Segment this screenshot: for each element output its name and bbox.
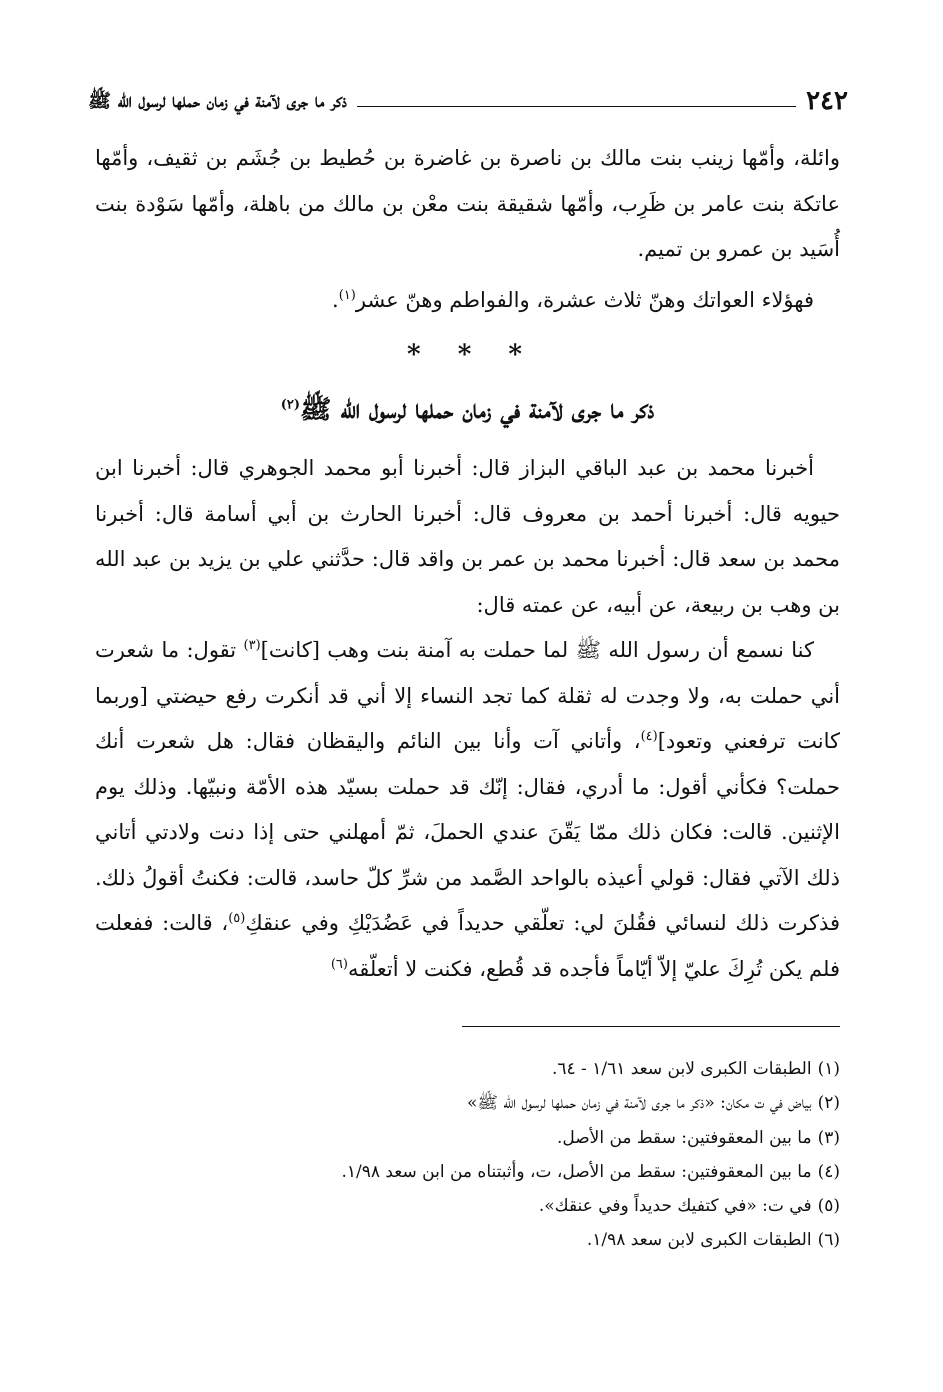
page-number: ٢٤٢ xyxy=(806,86,848,116)
footnote-number: (٥) xyxy=(817,1196,840,1217)
footnote-divider xyxy=(462,1026,840,1027)
footnote-ref-6: (٦) xyxy=(330,956,348,972)
section-title-text: ذكر ما جرى لآمنة في زمان حملها لرسول الله ﷺ xyxy=(300,395,655,425)
paragraph-isnad xyxy=(95,446,840,628)
running-title: ذكر ما جرى لآمنة في زمان حملها لرسول الله ﷺ xyxy=(88,90,347,112)
footnotes xyxy=(95,1052,840,1258)
paragraph-isnad-text: أخبرنا محمد بن عبد الباقي البزاز قال: أخبرنا أبو محمد الجوهري قال: أخبرنا ابن حيويه قال: أخبرنا أحمد بن معروف قال: أخبرنا الحارث بن أبي أسامة قال: أخبرنا محمد بن سعد قال: أخبرنا محمد بن عمر بن واقد قال: حدَّثني علي بن يزيد بن عبد الله بن وهب بن ربيعة، عن أبيه، عن عمته قال: xyxy=(95,456,840,617)
footnote-ref-5: (٥) xyxy=(228,911,246,926)
paragraph-summary-end: . xyxy=(332,288,339,312)
footnote-number: (٤) xyxy=(817,1161,840,1182)
paragraph-lineage xyxy=(95,136,840,273)
paragraph-lineage-text: وائلة، وأمّها زينب بنت مالك بن ناصرة بن غاضرة بن حُطيط بن جُشَم بن ثقيف، وأمّها عاتكة بنت عامر بن ظَرِب، وأمّها شقيقة بنت معْن بن مالك من باهلة، وأمّها سَوْدة بنت أُسَيد بن عمرو بن تميم. xyxy=(95,146,840,261)
footnote-number: (٣) xyxy=(817,1127,840,1148)
footnote-number: (٦) xyxy=(817,1230,840,1251)
footnote-text: الطبقات الكبرى لابن سعد ١/٦١ - ٦٤. xyxy=(551,1059,812,1079)
footnote xyxy=(95,1155,840,1189)
footnote xyxy=(95,1052,840,1086)
header-rule xyxy=(357,106,796,107)
footnote xyxy=(95,1223,840,1257)
footnote-ref-3: (٣) xyxy=(243,638,261,653)
footnote-number: (٢) xyxy=(817,1093,840,1114)
footnote-ref-4: (٤) xyxy=(640,729,658,744)
footnote xyxy=(95,1121,840,1155)
narration-part-3: ، وأتاني آت وأنا بين النائم واليقظان فقال: هل شعرت أنك حملت؟ فكأني أقول: ما أدري، فقال: إنّك قد حملت بسيّد هذه الأمّة ونبيّها. وذلك يوم الإثنين. قالت: فكان ذلك ممّا يَقّنَ عندي الحملَ، ثمّ أمهلني حتى إذا دنت ولادتي أتاني ذلك الآتي فقال: قولي أعيذه بالواحد الصَّمد من شرِّ كلّ حاسد، قالت: فكنتُ أقولُ ذلك. فذكرت ذلك لنسائي فقُلنَ لي: تعلّقي حديداً في عَضُدَيْكِ وفي عنقكِ xyxy=(95,729,840,935)
section-title xyxy=(95,388,840,432)
footnote xyxy=(95,1189,840,1223)
footnote-ref-2: (٢) xyxy=(280,397,301,413)
footnote-text: الطبقات الكبرى لابن سعد ١/٩٨. xyxy=(586,1230,812,1251)
paragraph-summary xyxy=(95,278,840,324)
footnote-text: في ت: «في كتفيك حديداً وفي عنقك». xyxy=(538,1196,812,1217)
page-header xyxy=(88,82,848,116)
footnote-text: ما بين المعقوفتين: سقط من الأصل. xyxy=(556,1127,812,1148)
footnote-text: ما بين المعقوفتين: سقط من الأصل، ت، وأثبتناه من ابن سعد ١/٩٨. xyxy=(341,1161,812,1182)
narration-part-1: كنا نسمع أن رسول الله ﷺ لما حملت به آمنة بنت وهب [كانت] xyxy=(260,638,815,662)
section-separator: * * * xyxy=(407,340,536,370)
paragraph-summary-text: فهؤلاء العواتك وهنّ ثلاث عشرة، والفواطم وهنّ عشر xyxy=(355,288,814,312)
footnote-text: بياض في ت مكان: «ذكر ما جرى لآمنة في زمان حملها لرسول الله ﷺ» xyxy=(467,1093,812,1114)
footnote xyxy=(95,1086,840,1120)
narration-part-2: تقول: ما شعرت أني حملت به، ولا وجدت له ثقلة كما تجد النساء إلا أني قد أنكرت رفع حيضتي [وربما كانت ترفعني وتعود] xyxy=(95,638,840,753)
footnote-number: (١) xyxy=(817,1059,840,1079)
narration-part-4: ، قالت: ففعلت فلم يكن تُرِكَ عليّ إلاّ أيّاماً فأجده قد قُطع، فكنت لا أتعلّقه xyxy=(95,911,840,981)
footnote-ref-1: (١) xyxy=(338,288,356,303)
paragraph-narration xyxy=(95,628,840,992)
